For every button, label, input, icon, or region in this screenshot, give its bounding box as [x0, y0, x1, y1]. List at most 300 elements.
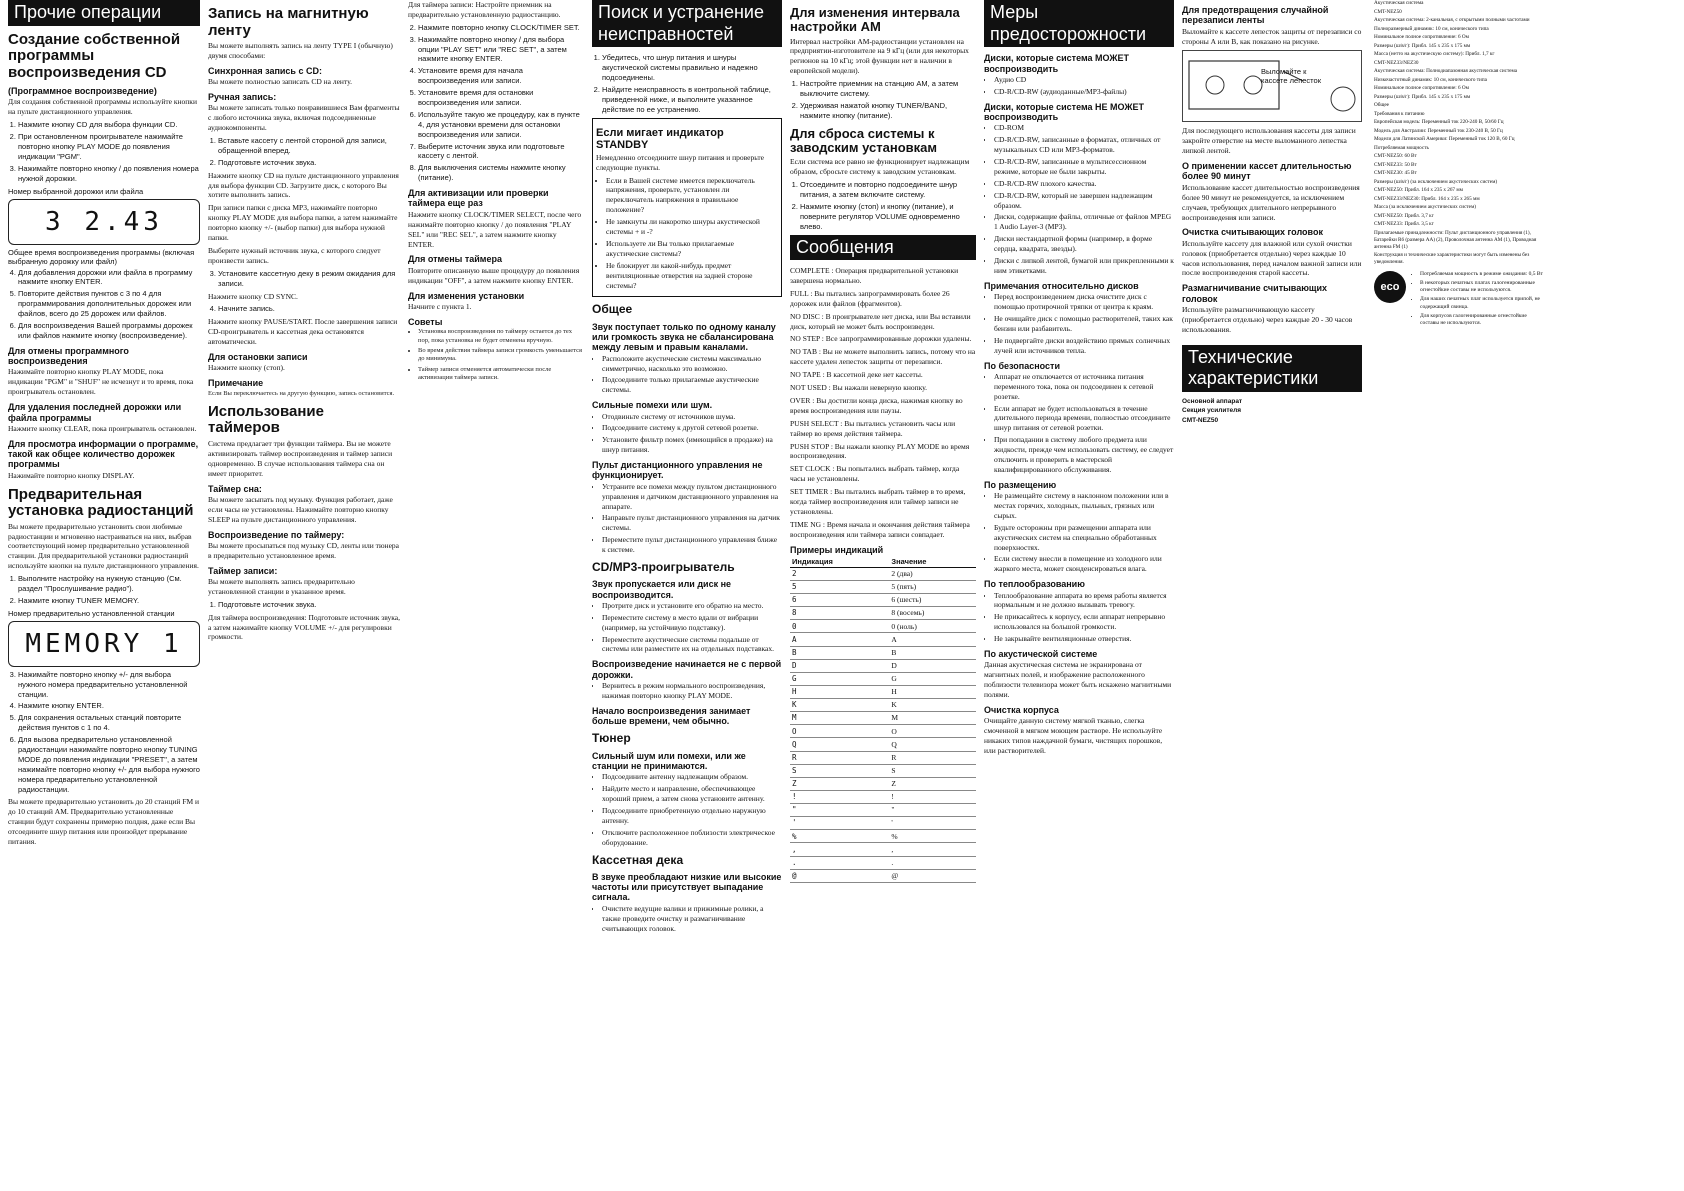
message-item: NO STEP : Все запрограммированные дорожки удалены. — [790, 334, 972, 344]
table-row — [790, 646, 976, 659]
heading-indication-examples: Примеры индикаций — [790, 544, 884, 555]
text-manual-recording: Вы можете записать только понравившиеся Вам фрагменты с любого источника звука, включая подсоединенные аудиокомпоненты. — [208, 103, 400, 133]
list-item: • Потребляемая мощность в режиме ожидания: 0,5 Вт — [1420, 271, 1546, 278]
indication-glyph: @ — [790, 869, 889, 882]
column-7 — [1182, 0, 1362, 1191]
message-item: FULL : Вы пытались запрограммировать более 26 дорожек или файлов (фрагментов). — [790, 288, 950, 308]
list-item: • Если в Вашей системе имеется переключатель напряжения, проверьте, установлен ли переключатель напряжения в правильное положение? — [606, 176, 778, 216]
list-item: 1. Отсоедините и повторно подсоедините шнур питания, а затем включите систему. — [800, 180, 976, 200]
heading-view-program: Для просмотра информации о программе, такой как общее количество дорожек программы — [8, 438, 199, 470]
spec-line: Размеры (ш/в/г): Прибл. 145 x 235 x 175 мм — [1374, 93, 1471, 100]
spec-line: Прилагаемые принадлежности: Пульт дистанционного управления (1), Батарейки R6 (размера AA) (2), Проволочная антенна AM (1), Проводная антенна FM (1) — [1374, 229, 1537, 250]
list-item: • Не закрывайте вентиляционные отверстия. — [994, 634, 1174, 644]
indication-meaning: D — [889, 659, 976, 672]
table-row — [790, 672, 976, 685]
list-item: • Расположите акустические системы максимально симметрично, насколько это возможно. — [602, 354, 782, 374]
spec-line: Масса (нетто на акустическую систему): Прибл. 1,7 кг — [1374, 51, 1495, 58]
indication-meaning: A — [889, 633, 976, 646]
text-speaker: Данная акустическая система не экранирована от магнитных полей, и изображение расположенного поблизости телевизора может быть искажено магнитными полями. — [984, 660, 1172, 700]
heading-preset-radio: Предварительная установка радиостанций — [8, 485, 194, 520]
table-row — [790, 594, 976, 607]
list-tape-steps — [208, 136, 400, 168]
indication-glyph: 6 — [790, 594, 889, 607]
table-header-row — [790, 556, 976, 568]
indication-glyph: ' — [790, 817, 889, 830]
text-cleaning: Очищайте данную систему мягкой тканью, слегка смоченной в мягком моющем растворе. Не используйте никаких типов наждачной бумаги, чистящих порошков, или растворителей. — [984, 716, 1163, 755]
list-item: • CD-R/CD-RW, записанные в мультисессионном режиме, которые не были закрыты. — [994, 157, 1174, 177]
list-reset-steps — [790, 180, 976, 231]
specs-main-unit — [1182, 398, 1362, 424]
list-playable-discs — [984, 75, 1174, 97]
list-item: 1. Нажмите кнопку CD для выбора функции CD. — [18, 120, 200, 130]
list-unplayable-discs — [984, 123, 1174, 275]
indication-glyph: G — [790, 672, 889, 685]
standby-box — [592, 118, 782, 298]
table-row — [790, 725, 976, 738]
spec-line: Общее — [1374, 102, 1389, 109]
table-row — [790, 751, 976, 764]
list-item: • Аудио CD — [994, 75, 1174, 85]
spec-line: CMT-NEZ30: 45 Вт — [1374, 170, 1417, 177]
list-item: • Если аппарат не будет использоваться в течение длительного периода времени, полностью отсоедините шнур питания от сетевой розетки. — [994, 404, 1174, 434]
indication-meaning: S — [889, 764, 976, 777]
spec-line: Акустическая система — [1374, 0, 1424, 6]
subheading-general: Звук поступает только по одному каналу или громкость звука не сбалансирована между левым и правым каналами. — [592, 321, 776, 353]
text-erase-protection: Выломайте к кассете лепесток защиты от перезаписи со стороны A или B, как показано на рисунке. — [1182, 26, 1362, 46]
caption-preset-number: Номер предварительно установленной станции — [8, 608, 175, 618]
subheading-cd-slow: Начало воспроизведения занимает больше времени, чем обычно. — [592, 705, 751, 727]
list-item: • Найдите место и направление, обеспечивающее хороший прием, а затем снова установите антенну. — [602, 784, 782, 804]
spec-line: Низкочастотный динамик: 10 см, конического типа — [1374, 76, 1487, 83]
eco-logo-icon: eco — [1374, 271, 1406, 303]
list-item: • Для корпусов галогенированные огнестойкие составы не используются. — [1420, 313, 1546, 328]
text-demagnetize: Используйте размагничивающую кассету (приобретается отдельно) через каждые 20 - 30 часов использования. — [1182, 304, 1353, 334]
indication-glyph: 2 — [790, 567, 889, 580]
list-item: • Устраните все помехи между пультом дистанционного управления и датчиком дистанционного управления на аппарате. — [602, 482, 782, 512]
display-illustration-cd: 3 2.43 — [8, 199, 200, 245]
heading-remote: Пульт дистанционного управления не функционирует. — [592, 460, 763, 481]
indication-meaning: " — [889, 804, 976, 817]
indication-meaning: 6 (шесть) — [889, 594, 976, 607]
display-illustration-memory: MEMORY 1 — [8, 621, 200, 667]
indication-meaning: H — [889, 685, 976, 698]
indication-meaning: O — [889, 725, 976, 738]
column-8 — [1374, 0, 1546, 1191]
spec-line: Конструкция и технические характеристики могут быть изменены без уведомления. — [1374, 252, 1530, 266]
indication-glyph: Z — [790, 777, 889, 790]
list-tips — [408, 328, 584, 383]
text-factory-reset: Если система все равно не функционирует надлежащим образом, сбросьте систему к заводским установкам. — [790, 157, 970, 177]
text-tape-manual: Выберите нужный источник звука, с которого следует произвести запись. — [208, 245, 381, 265]
list-item: 3. Нажимайте повторно кнопку +/- для выбора нужного номера предварительно установленной станции. — [18, 670, 200, 700]
list-item: 5. Повторите действия пунктов с 3 по 4 для программирования дополнительных дорожек или файлов, всего до 25 дорожек или файлов. — [18, 289, 200, 319]
text-rec-timer: Вы можете выполнять запись предварительно установленной станции в указанное время. — [208, 577, 355, 596]
indication-meaning: ! — [889, 790, 976, 803]
text-timer-sub: Для таймера воспроизведения: Подготовьте источник звука, а затем нажимайте кнопку VOLUME +/- для регулировки громкости. — [208, 612, 400, 642]
text-program-intro: Для создания собственной программы используйте кнопки на пульте дистанционного управления. — [8, 97, 197, 117]
message-item: NO TAPE : В кассетной деке нет кассеты. — [790, 370, 923, 380]
text-check-timer: Нажмите кнопку CLOCK/TIMER SELECT, после чего нажимайте повторно кнопку / до появления "PLAY SEL" или "REC SEL", а затем нажмите кнопку ENTER. — [408, 209, 582, 249]
subheading-cd-first: Воспроизведение начинается не с первой дорожки. — [592, 659, 782, 680]
list-item: • Вернитесь в режим нормального воспроизведения, нажимая повторно кнопку PLAY MODE. — [602, 681, 782, 701]
indication-meaning: B — [889, 646, 976, 659]
indication-glyph: 8 — [790, 607, 889, 620]
heading-model-nez50: CMT-NEZ50 — [1182, 416, 1219, 424]
list-general — [592, 354, 782, 396]
indication-glyph: M — [790, 712, 889, 725]
list-noise — [592, 412, 782, 456]
indication-glyph: H — [790, 685, 889, 698]
list-item: • Подсоедините только прилагаемые акустические системы. — [602, 375, 782, 395]
text-tape-intro: Вы можете выполнять запись на ленту TYPE I (обычную) двумя способами: — [208, 41, 393, 60]
list-item: 7. Выберите источник звука или подготовьте кассету с лентой. — [418, 142, 584, 162]
subheading-cd-skip: Звук пропускается или диск не воспроизводится. — [592, 579, 732, 600]
table-row — [790, 712, 976, 725]
list-item: 2. Удерживая нажатой кнопку TUNER/BAND, нажмите кнопку (питание). — [800, 101, 976, 121]
column-3 — [408, 0, 584, 1191]
heading-safety: По безопасности — [984, 360, 1060, 371]
list-item: • Аппарат не отключается от источника питания переменного тока, пока он подсоединен к сетевой розетке. — [994, 372, 1174, 402]
list-item: 3. Нажимайте повторно кнопку / до появления номера нужной дорожки. — [18, 164, 200, 184]
list-item: • Отодвиньте систему от источников шума. — [602, 412, 782, 422]
heading-factory-reset: Для сброса системы к заводским установкам — [790, 125, 938, 156]
heading-erase-protection: Для предотвращения случайной перезаписи ленты — [1182, 5, 1329, 26]
section-banner-other-operations: Прочие операции — [8, 0, 200, 26]
list-item: • Диски нестандартной формы (например, в форме сердца, квадрата, звезды). — [994, 234, 1174, 254]
spec-line: CMT-NEZ50: Прибл. 3,7 кг — [1374, 212, 1434, 219]
text-tape-sync: Нажмите кнопку CD на пульте дистанционного управления для выбора функции CD. Загрузите диск, с которого Вы хотите выполнить запись. — [208, 170, 399, 200]
heading-cancel-timer: Для отмены таймера — [408, 254, 502, 265]
list-item: • Будьте осторожны при размещении аппарата или акустических систем на специально обработанных поверхностях. — [994, 523, 1174, 553]
indication-glyph: O — [790, 725, 889, 738]
table-header-indication: Индикация — [790, 556, 889, 568]
heading-standby: Если мигает индикатор STANDBY — [596, 126, 724, 152]
text-timer-intro: Система предлагает три функции таймера. Вы не можете активизировать таймер воспроизведения и таймер записи одновременно. В случае использования таймера сна он имеет приоритет. — [208, 438, 393, 478]
list-item: • Очистите ведущие валики и прижимные ролики, а также проведите очистку и размагничивание считывающих головок. — [602, 904, 782, 934]
spec-line: Потребляемая мощность — [1374, 144, 1429, 151]
table-row — [790, 804, 976, 817]
list-item: 4. Начните запись. — [218, 304, 400, 314]
list-tuner — [592, 772, 782, 847]
table-row — [790, 620, 976, 633]
indication-meaning: 0 (ноль) — [889, 620, 976, 633]
list-tape-steps-3 — [208, 304, 400, 314]
heading-amplifier: Секция усилителя — [1182, 407, 1242, 415]
subheading-deck: В звуке преобладают низкие или высокие частоты или присутствует выпадание сигнала. — [592, 871, 782, 903]
list-item: 5. Для сохранения остальных станций повторите действия пунктов с 1 по 4. — [18, 713, 200, 733]
list-item: 2. При остановленном проигрывателе нажимайте повторно кнопку PLAY MODE до появления индикации "PGM". — [18, 132, 200, 162]
heading-speaker: По акустической системе — [984, 649, 1098, 660]
list-item: 1. Выполните настройку на нужную станцию (См. раздел "Прослушивание радио"). — [18, 574, 200, 594]
list-am-steps — [790, 79, 976, 121]
list-item: 4. Для добавления дорожки или файла в программу нажмите кнопку ENTER. — [18, 268, 200, 288]
list-radio-steps-2 — [8, 670, 200, 795]
spec-line: Акустическая система: 2-канальная, с открытыми полными частотами — [1374, 17, 1530, 24]
list-item: • Переместите пульт дистанционного управления ближе к системе. — [602, 535, 782, 555]
table-row — [790, 830, 976, 843]
table-row — [790, 856, 976, 869]
list-item: • Переместите систему в место вдали от вибрации (например, на устойчивую подставку). — [602, 613, 782, 633]
list-item: 2. Подготовьте источник звука. — [218, 158, 400, 168]
indication-glyph: , — [790, 843, 889, 856]
spec-line: Размеры (ш/в/г) (за исключением акустических систем) — [1374, 178, 1498, 185]
spec-line: CMT-NEZ33/NEZ30 — [1374, 59, 1419, 66]
message-item: PUSH STOP : Вы нажали кнопку PLAY MODE во время воспроизведения. — [790, 441, 970, 461]
message-item: NO DISC : В проигрывателе нет диска, или Вы вставили диск, который не может быть воспроизведен. — [790, 311, 971, 331]
list-item: • В некоторых печатных платах галогенированные огнестойкие составы не используются. — [1420, 280, 1546, 295]
heading-timers: Использование таймеров — [208, 402, 324, 437]
indication-meaning: 2 (два) — [889, 567, 976, 580]
list-item: 5. Установите время для остановки воспроизведения или записи. — [418, 88, 584, 108]
list-item: 6. Для вызова предварительно установленной радиостанции нажимайте повторно кнопку TUNING MODE до появления индикации "PRESET", а затем нажимайте повторно кнопку +/- для выбора нужного номера предварительно установленной радиостанции. — [18, 735, 200, 794]
list-item: 1. Настройте приемник на станцию AM, а затем выключите систему. — [800, 79, 976, 99]
message-item: SET TIMER : Вы пытались выбрать таймер в то время, когда таймер воспроизведения или таймер записи не установлены. — [790, 487, 966, 516]
spec-line: CMT-NEZ33: Прибл. 3,5 кг — [1374, 221, 1434, 228]
message-item: SET CLOCK : Вы попытались выбрать таймер, когда часы не установлены. — [790, 464, 960, 484]
table-row — [790, 817, 976, 830]
text-cancel-program: Нажимайте повторно кнопку PLAY MODE, пока индикации "PGM" и "SHUF" не исчезнут и то время, пока проигрыватель остановлен. — [8, 367, 194, 397]
list-item: • CD-R/CD-RW, записанные в форматах, отличных от музыкальных CD или MP3-форматов. — [994, 135, 1174, 155]
list-item: • Отключите расположенное поблизости электрическое оборудование. — [602, 828, 782, 848]
heading-change-setting: Для изменения установки — [408, 290, 525, 301]
cassette-icon — [1183, 51, 1361, 119]
indication-glyph: B — [790, 646, 889, 659]
list-item: 2. Нажмите кнопку (стоп) и кнопку (питание), и поверните регулятор VOLUME одновременно влево. — [800, 202, 976, 232]
list-item: 2. Нажмите повторно кнопку CLOCK/TIMER SET. — [418, 23, 584, 33]
heading-main-unit: Основной аппарат — [1182, 397, 1243, 405]
indication-table — [790, 556, 976, 883]
text-change-setting: Начните с пункта 1. — [408, 301, 472, 311]
list-item: • Не подвергайте диски воздействию прямых солнечных лучей или источников тепла. — [994, 336, 1174, 356]
heading-unplayable-discs: Диски, которые система НЕ МОЖЕТ воспроизводить — [984, 101, 1145, 122]
spec-line: Размеры (ш/в/г): Прибл. 145 x 235 x 175 мм — [1374, 42, 1471, 49]
caption-track-number: Номер выбранной дорожки или файла — [8, 186, 144, 196]
list-timer-steps — [208, 600, 400, 610]
spec-line: CMT-NEZ50: 60 Вт — [1374, 153, 1417, 160]
heading-tips: Советы — [408, 316, 443, 327]
list-deck — [592, 904, 782, 934]
list-disc-notes — [984, 292, 1174, 355]
text-tape-rec: Нажмите кнопку PAUSE/START. После завершения записи CD-проигрыватель и кассетная дека остановятся автоматически. — [208, 317, 398, 347]
indication-meaning: K — [889, 699, 976, 712]
indication-glyph: R — [790, 751, 889, 764]
table-row — [790, 790, 976, 803]
list-safety — [984, 372, 1174, 475]
subheading-tuner: Сильный шум или помехи, или же станции не принимаются. — [592, 750, 746, 772]
heading-sleep-timer: Таймер сна: — [208, 483, 262, 494]
indication-glyph: ! — [790, 790, 889, 803]
list-item: • CD-R/CD-RW (аудиоданные/MP3-файлы) — [994, 87, 1174, 97]
heading-cancel-program: Для отмены программного воспроизведения — [8, 345, 129, 367]
list-item: • Подсоедините антенну надлежащим образом. — [602, 772, 782, 782]
heading-cd-player: CD/MP3-проигрыватель — [592, 560, 735, 574]
indication-glyph: Q — [790, 738, 889, 751]
text-timer-rec: Для таймера записи: Настройте приемник на предварительно установленную радиостанцию. — [408, 0, 561, 19]
list-troubleshoot-steps — [592, 53, 782, 114]
table-row — [790, 607, 976, 620]
text-after-break: Для последующего использования кассеты для записи закройте отверстие на месте выломанного лепестка липкой лентой. — [1182, 126, 1356, 156]
list-item: • Не блокирует ли какой-нибудь предмет вентиляционные отверстия на задней стороне системы? — [606, 261, 778, 291]
list-eco — [1412, 271, 1546, 330]
indication-meaning: @ — [889, 869, 976, 882]
table-row — [790, 659, 976, 672]
list-item: • Не очищайте диск с помощью растворителей, таких как бензин или разбавитель. — [994, 314, 1174, 334]
table-row — [790, 580, 976, 593]
list-item: • Во время действия таймера записи громкость уменьшается до минимума. — [418, 347, 584, 364]
heading-tuner: Тюнер — [592, 731, 631, 746]
list-standby — [596, 176, 778, 291]
list-item: • Подсоедините систему к другой сетевой розетке. — [602, 423, 782, 433]
indication-meaning: . — [889, 856, 976, 869]
indication-glyph: 0 — [790, 620, 889, 633]
list-heat — [984, 591, 1174, 644]
spec-line: CMT-NEZ33/NEZ30: Прибл. 164 x 235 x 265 мм — [1374, 195, 1480, 202]
spec-line: CMT-NEZ33: 50 Вт — [1374, 161, 1417, 168]
list-tape-steps-2 — [208, 269, 400, 289]
heading-am-interval: Для изменения интервала настройки AM — [790, 5, 960, 35]
list-program-steps — [8, 120, 200, 183]
list-item: 6. Используйте такую же процедуру, как в пункте 4, для установки времени для остановки воспроизведения или записи. — [418, 110, 584, 140]
heading-rec-timer: Таймер записи: — [208, 565, 278, 576]
text-sync-recording: Вы можете полностью записать CD на ленту. — [208, 77, 352, 87]
text-long-cassette: Использование кассет длительностью воспроизведения более 90 минут не рекомендуется, за исключением случаев, требующих длительного непрерывного воспроизведения или записи. — [1182, 182, 1360, 222]
heading-play-timer: Воспроизведение по таймеру: — [208, 529, 345, 540]
list-item: 2. Нажмите кнопку TUNER MEMORY. — [18, 596, 200, 606]
text-standby: Немедленно отсоедините шнур питания и проверьте следующие пункты. — [596, 152, 764, 172]
list-cd-skip — [592, 601, 782, 654]
spec-line: Номинальное полное сопротивление: 6 Ом — [1374, 34, 1469, 41]
message-item: OVER : Вы достигли конца диска, нажимая кнопку во время воспроизведения или паузы. — [790, 395, 963, 415]
text-delete-track: Нажмите кнопку CLEAR, пока проигрыватель остановлен. — [8, 423, 197, 433]
heading-general: Общее — [592, 302, 633, 317]
list-item: • Не замкнуты ли накоротко шнуры акустической системы + и -? — [606, 217, 778, 237]
list-item: • Для наших печатных плат используется припой, не содержащий свинца. — [1420, 296, 1546, 311]
heading-manual-recording: Ручная запись: — [208, 92, 277, 103]
column-4 — [592, 0, 782, 1191]
indication-meaning: R — [889, 751, 976, 764]
indication-glyph: % — [790, 830, 889, 843]
list-item: • Диски, содержащие файлы, отличные от файлов MPEG 1 Audio Layer-3 (MP3). — [994, 212, 1174, 232]
message-item: NOT USED : Вы нажали неверную кнопку. — [790, 383, 928, 393]
subheading-program-playback: (Программное воспроизведение) — [8, 86, 157, 97]
spec-line: Модель для Австралии: Переменный ток 230-240 В, 50 Гц — [1374, 127, 1503, 134]
heading-tape-note: Примечание — [208, 378, 264, 389]
list-item: 1. Вставьте кассету с лентой стороной для записи, обращенной вперед. — [218, 136, 400, 156]
spec-line: Модели для Латинской Америки: Переменный ток 120 В, 60 Гц — [1374, 136, 1515, 143]
indication-meaning: G — [889, 672, 976, 685]
list-item: • CD-R/CD-RW плохого качества. — [994, 179, 1174, 189]
heading-noise: Сильные помехи или шум. — [592, 400, 713, 411]
list-item: 3. Нажимайте повторно кнопку / для выбора опции "PLAY SET" или "REC SET", а затем нажмите кнопку ENTER. — [418, 35, 584, 65]
list-item: • Если систему внесли в помещение из холодного или жаркого места, может сконденсироваться влага. — [994, 554, 1174, 574]
list-remote — [592, 482, 782, 555]
list-item: • Установите фильтр помех (имеющийся в продаже) на шнур питания. — [602, 435, 782, 455]
table-row — [790, 738, 976, 751]
list-item: 4. Установите время для начала воспроизведения или записи. — [418, 66, 584, 86]
section-banner-troubleshooting: Поиск и устранение неисправностей — [592, 0, 782, 47]
list-timer-steps-cont — [408, 23, 584, 183]
indication-glyph: S — [790, 764, 889, 777]
text-stop-recording: Нажмите кнопку (стоп). — [208, 363, 285, 373]
table-row — [790, 869, 976, 882]
text-clean-heads: Используйте кассету для влажной или сухой очистки головок (приобретается отдельно) через каждые 10 часов использования, перед началом важной записи или после воспроизведения старой кассеты. — [1182, 238, 1362, 278]
list-placement — [984, 491, 1174, 574]
heading-sync-recording: Синхронная запись с CD: — [208, 65, 322, 76]
list-radio-steps — [8, 574, 200, 606]
list-item: • Не размещайте систему в наклонном положении или в местах горячих, холодных, пыльных, грязных или сырых. — [994, 491, 1174, 521]
caption-break-tab: Выломайте к кассете лепесток — [1261, 67, 1321, 86]
list-item: 8. Для выключения системы нажмите кнопку (питание). — [418, 163, 584, 183]
indication-glyph: . — [790, 856, 889, 869]
text-play-timer: Вы можете просыпаться под музыку CD, ленты или тюнера в предварительно установленное время. — [208, 540, 399, 560]
indication-meaning: Q — [889, 738, 976, 751]
list-item: 4. Нажмите кнопку ENTER. — [18, 701, 200, 711]
text-view-program: Нажимайте повторно кнопку DISPLAY. — [8, 470, 135, 480]
section-banner-precautions: Меры предосторожности — [984, 0, 1174, 47]
text-radio-intro: Вы можете предварительно установить свои любимые радиостанции и мгновенно настраиваться на них, выбрав соответствующий номер предварительно установленной станции. Для предварительной установки радиостанций используйте кнопки на пульте дистанционного управления. — [8, 521, 199, 571]
list-item: • Направьте пульт дистанционного управления на датчик системы. — [602, 513, 782, 533]
list-item: • CD-R/CD-RW, который не завершен надлежащим образом. — [994, 191, 1174, 211]
list-item: • Таймер записи отменяется автоматически после активизации таймера записи. — [418, 366, 584, 383]
list-item: • Протрите диск и установите его обратно на место. — [602, 601, 782, 611]
table-row — [790, 567, 976, 580]
indication-glyph: A — [790, 633, 889, 646]
indication-glyph: K — [790, 699, 889, 712]
list-item: • Теплообразование аппарата во время работы является нормальным и не должно вызывать тревогу. — [994, 591, 1174, 611]
spec-line: Полноразмерный динамик: 10 см, конического типа — [1374, 25, 1489, 32]
heading-demagnetize: Размагничивание считывающих головок — [1182, 283, 1328, 304]
heading-stop-recording: Для остановки записи — [208, 351, 308, 362]
heading-cleaning: Очистка корпуса — [984, 704, 1059, 715]
list-item: • Подсоедините приобретенную отдельно наружную антенну. — [602, 806, 782, 826]
heading-clean-heads: Очистка считывающих головок — [1182, 227, 1323, 238]
text-tape-sync2: Нажмите кнопку CD SYNC. — [208, 291, 298, 301]
list-item: 1. Убедитесь, что шнур питания и шнуры акустической системы правильно и надежно подсоединены. — [602, 53, 782, 83]
column-6 — [984, 0, 1174, 1191]
spec-line: Акустическая система: Полнодиапазонная акустическая система — [1374, 68, 1518, 75]
column-5 — [790, 0, 976, 1191]
heading-check-timer: Для активизации или проверки таймера еще раз — [408, 188, 549, 209]
heading-cassette-deck: Кассетная дека — [592, 852, 684, 867]
indication-meaning: 5 (пять) — [889, 580, 976, 593]
indication-meaning: 8 (восемь) — [889, 607, 976, 620]
heading-disc-notes: Примечания относительно дисков — [984, 280, 1139, 291]
list-item: • Перед воспроизведением диска очистите диск с помощью протирочной тряпки от центра к краям. — [994, 292, 1174, 312]
table-header-meaning: Значение — [889, 556, 976, 568]
list-cd-first — [592, 681, 782, 701]
text-tape-mp3: При записи папки с диска MP3, нажимайте повторно кнопку PLAY MODE для выбора папки, а затем нажимайте повторно кнопку +/- (выбор папки) для выбора нужной папки. — [208, 203, 398, 243]
spec-line: Требования к питанию — [1374, 110, 1425, 117]
heading-delete-track: Для удаления последней дорожки или файла программы — [8, 402, 182, 423]
spec-line: Европейская модель: Переменный ток 220-240 В, 50/60 Гц — [1374, 119, 1504, 126]
heading-playable-discs: Диски, которые система МОЖЕТ воспроизводить — [984, 53, 1130, 74]
list-item: • Не прикасайтесь к корпусу, если аппарат непрерывно использовался на большой громкости. — [994, 612, 1174, 632]
column-2 — [208, 0, 400, 1191]
heading-placement: По размещению — [984, 479, 1057, 490]
cassette-tab-illustration — [1182, 50, 1362, 122]
indication-meaning: % — [889, 830, 976, 843]
list-item: • CD-ROM — [994, 123, 1174, 133]
indication-meaning: , — [889, 843, 976, 856]
indication-meaning: M — [889, 712, 976, 725]
message-item: PUSH SELECT : Вы пытались установить часы или таймер во время действия таймера. — [790, 418, 956, 438]
list-program-steps-2 — [8, 268, 200, 341]
list-item: • Диски с липкой лентой, бумагой или прикрепленными к ним этикетками. — [994, 256, 1174, 276]
spec-line: Масса (за исключением акустических систем) — [1374, 204, 1476, 211]
spec-line: Номинальное полное сопротивление: 6 Ом — [1374, 85, 1469, 92]
eco-info-block — [1374, 271, 1546, 330]
spec-line: CMT-NEZ50 — [1374, 8, 1402, 15]
